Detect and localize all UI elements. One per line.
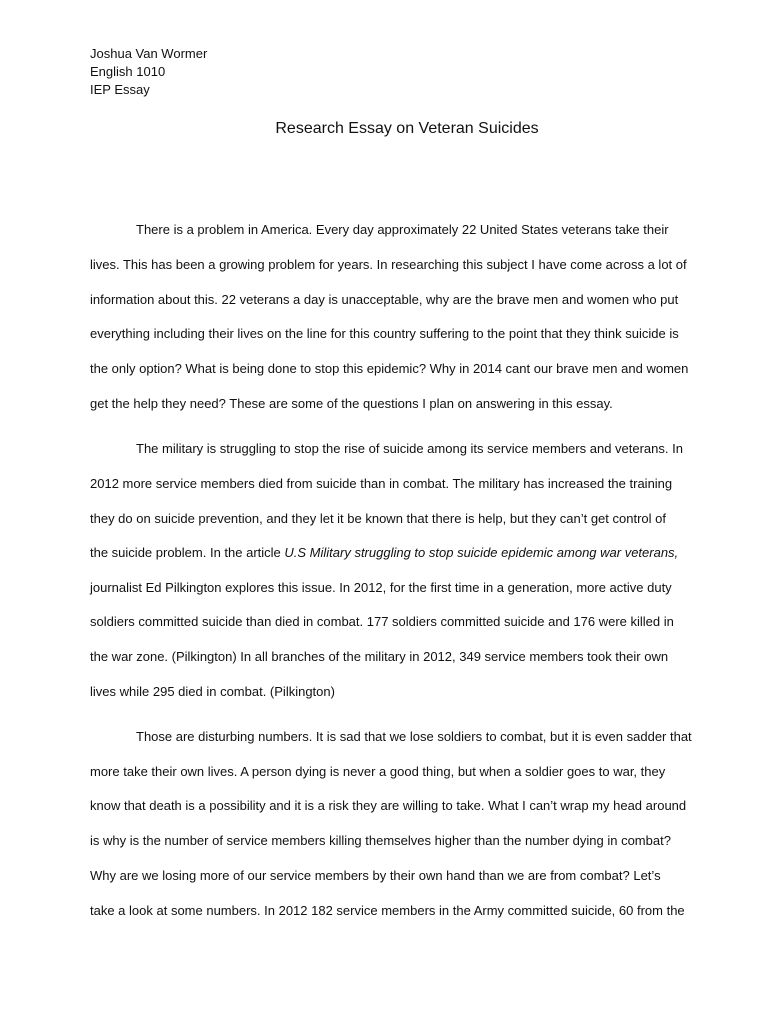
body-line: know that death is a possibility and it is a risk they are willing to take. What I can’t wrap my head around [90, 798, 687, 813]
body-line: they do on suicide prevention, and they let it be known that there is help, but they can’t get control of [90, 511, 666, 526]
body-line: Those are disturbing numbers. It is sad that we lose soldiers to combat, but it is even sadder that [136, 729, 692, 744]
article-title: U.S Military struggling to stop suicide epidemic among war veterans, [284, 545, 679, 560]
body-line: Why are we losing more of our service members by their own hand than we are from combat? Let’s [90, 868, 661, 883]
body-line: is why is the number of service members killing themselves higher than the number dying in combat? [90, 833, 671, 848]
body-line: lives. This has been a growing problem for years. In researching this subject I have come across a lot of [90, 257, 687, 272]
body-line: The military is struggling to stop the rise of suicide among its service members and veterans. In [136, 441, 683, 456]
essay-header [90, 45, 207, 99]
body-line: There is a problem in America. Every day approximately 22 United States veterans take their [136, 222, 669, 237]
body-line: information about this. 22 veterans a day is unacceptable, why are the brave men and women who put [90, 292, 679, 307]
body-line: take a look at some numbers. In 2012 182 service members in the Army committed suicide, 60 from the [90, 903, 685, 918]
assignment-name: IEP Essay [90, 82, 150, 97]
body-line [90, 545, 678, 560]
body-line: more take their own lives. A person dying is never a good thing, but when a soldier goes to war, they [90, 764, 666, 779]
body-line: get the help they need? These are some of the questions I plan on answering in this essay. [90, 396, 613, 411]
essay-title: Research Essay on Veteran Suicides [275, 120, 539, 137]
body-line: soldiers committed suicide than died in combat. 177 soldiers committed suicide and 176 were killed in [90, 614, 674, 629]
course-name: English 1010 [90, 64, 166, 79]
body-text: the suicide problem. In the article [90, 545, 285, 560]
body-line: the war zone. (Pilkington) In all branches of the military in 2012, 349 service members took their own [90, 649, 669, 664]
body-line: lives while 295 died in combat. (Pilkington) [90, 684, 335, 699]
author-name: Joshua Van Wormer [90, 46, 208, 61]
body-line: everything including their lives on the line for this country suffering to the point that they think suicide is [90, 326, 679, 341]
body-line: 2012 more service members died from suicide than in combat. The military has increased the training [90, 476, 673, 491]
body-line: the only option? What is being done to stop this epidemic? Why in 2014 cant our brave men and women [90, 361, 689, 376]
body-line: journalist Ed Pilkington explores this issue. In 2012, for the first time in a generation, more active duty [90, 580, 672, 595]
